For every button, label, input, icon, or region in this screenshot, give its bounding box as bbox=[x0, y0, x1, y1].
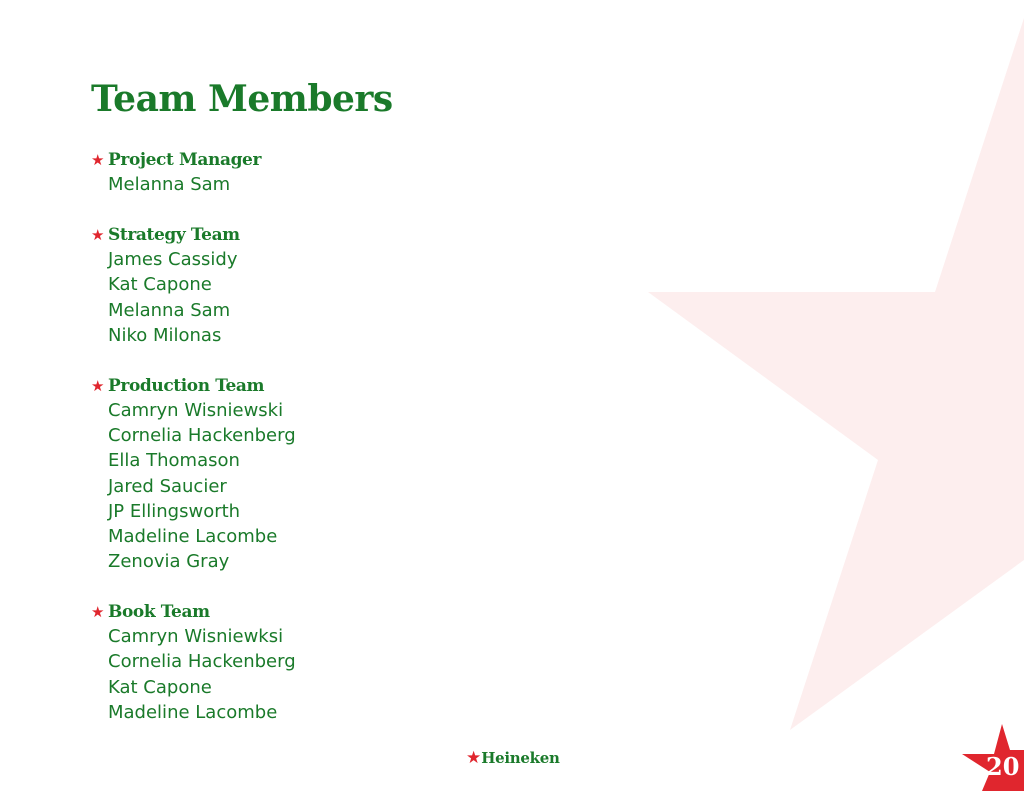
group-title: Book Team bbox=[108, 602, 210, 623]
member-list bbox=[91, 172, 591, 197]
member-list bbox=[91, 624, 591, 725]
member-name: Madeline Lacombe bbox=[108, 525, 278, 547]
member-name: Melanna Sam bbox=[108, 174, 231, 195]
star-bullet-icon: ★ bbox=[91, 226, 105, 245]
star-bullet-icon: ★ bbox=[91, 603, 105, 622]
heineken-logo bbox=[466, 747, 560, 769]
member-name: Madeline Lacombe bbox=[108, 701, 278, 723]
member-name: Kat Capone bbox=[108, 676, 212, 698]
group-strategy-team bbox=[91, 222, 591, 348]
star-bullet-icon: ★ bbox=[91, 376, 105, 395]
group-title: Strategy Team bbox=[108, 225, 240, 246]
member-name: Kat Capone bbox=[108, 274, 212, 296]
member-list bbox=[91, 398, 591, 574]
group-title: Project Manager bbox=[108, 150, 262, 170]
page-number: 20 bbox=[986, 752, 1020, 781]
group-heading bbox=[91, 599, 591, 624]
group-book-team bbox=[91, 599, 591, 725]
group-production-team bbox=[91, 373, 591, 574]
member-list bbox=[91, 247, 591, 348]
member-name: James Cassidy bbox=[108, 249, 238, 271]
member-name: Camryn Wisniewski bbox=[108, 399, 284, 421]
member-name: Melanna Sam bbox=[108, 299, 231, 321]
logo-star-icon: ★ bbox=[466, 748, 482, 768]
group-project-manager bbox=[91, 147, 591, 197]
member-name: Niko Milonas bbox=[108, 324, 222, 346]
member-name: Jared Saucier bbox=[108, 475, 227, 497]
group-heading bbox=[91, 222, 591, 247]
member-name: Cornelia Hackenberg bbox=[108, 651, 296, 673]
star-bullet-icon: ★ bbox=[91, 151, 105, 169]
member-name: Cornelia Hackenberg bbox=[108, 425, 296, 447]
page-title: Team Members bbox=[91, 78, 393, 120]
member-name: Zenovia Gray bbox=[108, 551, 230, 573]
member-name: Camryn Wisniewksi bbox=[108, 626, 284, 648]
logo-text: Heineken bbox=[481, 749, 560, 767]
page-number-badge bbox=[960, 724, 1024, 791]
group-title: Production Team bbox=[108, 375, 265, 396]
group-heading bbox=[91, 147, 591, 172]
member-name: JP Ellingsworth bbox=[108, 500, 241, 522]
member-name: Ella Thomason bbox=[108, 450, 240, 472]
group-heading bbox=[91, 373, 591, 398]
team-members-list bbox=[91, 147, 591, 750]
